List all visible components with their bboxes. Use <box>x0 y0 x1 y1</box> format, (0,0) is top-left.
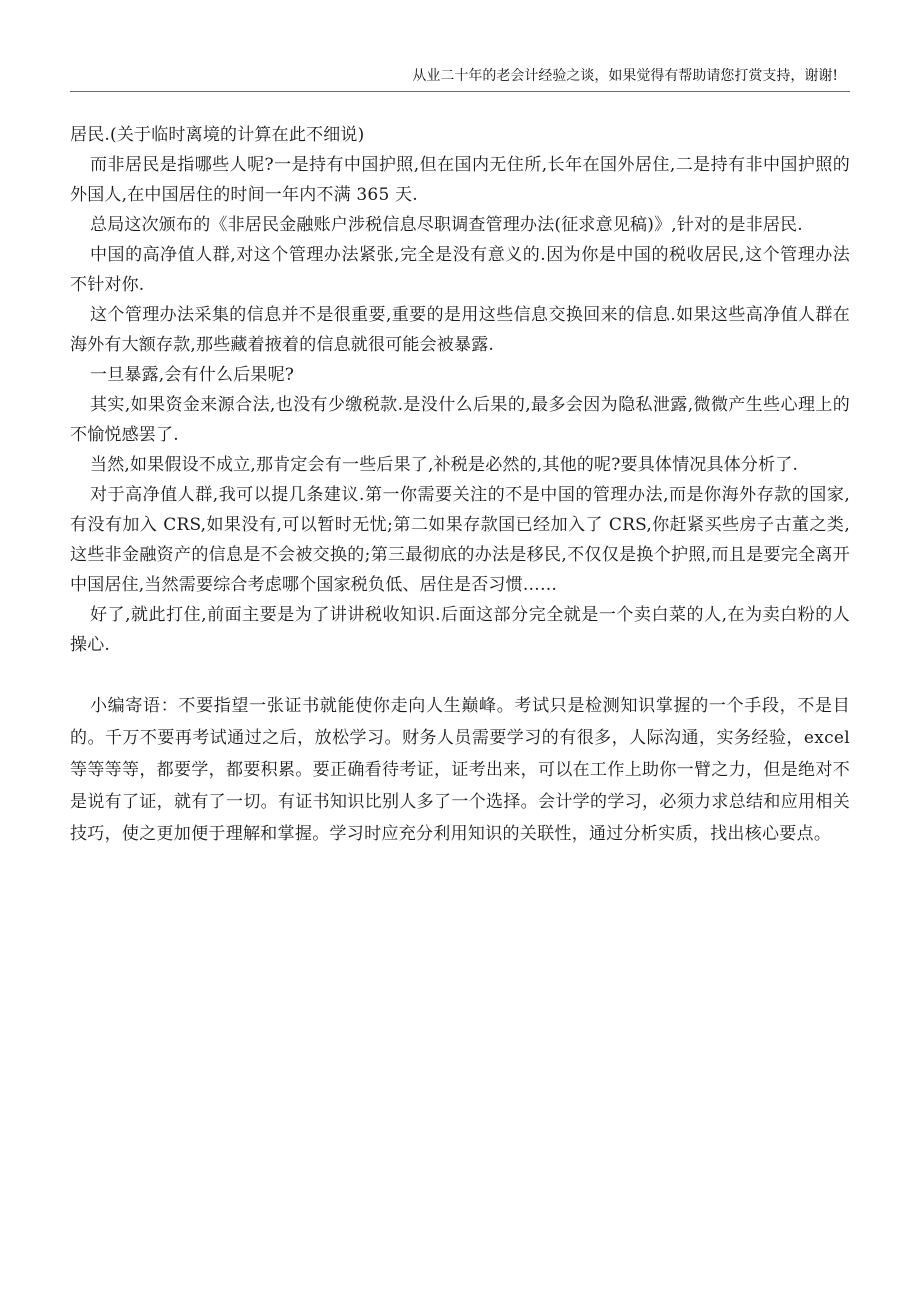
section-spacer <box>70 660 850 690</box>
header-note: 从业二十年的老会计经验之谈，如果觉得有帮助请您打赏支持，谢谢! <box>412 68 838 84</box>
paragraph-question-consequences: 一旦暴露,会有什么后果呢? <box>90 365 295 385</box>
editor-note: 小编寄语：不要指望一张证书就能使你走向人生巅峰。考试只是检测知识掌握的一个手段，不是目的。千万不要再考试通过之后，放松学习。财务人员需要学习的有很多，人际沟通，实务经验，excel 等等等等，都要学，都要积累。要正确看待考证，证考出来，可以在工作上助你一臂之力，但是绝对不是说有了证，就有了一切。有证书知识比别人多了一个选择。会计学的学习，必须力求总结和应用相关技巧，使之更加便于理解和掌握。学习时应充分利用知识的关联性，通过分析实质，找出核心要点。 <box>70 696 850 844</box>
paragraph-assumption-fails: 当然,如果假设不成立,那肯定会有一些后果了,补税是必然的,其他的呢?要具体情况具体分析了. <box>90 455 799 475</box>
header-divider <box>70 91 850 92</box>
paragraph-closing: 好了,就此打住,前面主要是为了讲讲税收知识.后面这部分完全就是一个卖白菜的人,在为卖白粉的人操心. <box>70 605 850 655</box>
paragraph-legal-funds: 其实,如果资金来源合法,也没有少缴税款.是没什么后果的,最多会因为隐私泄露,微微产生些心理上的不愉悦感罢了. <box>70 395 850 445</box>
paragraph-information-exchange: 这个管理办法采集的信息并不是很重要,重要的是用这些信息交换回来的信息.如果这些高净值人群在海外有大额存款,那些藏着掖着的信息就很可能会被暴露. <box>70 305 850 355</box>
paragraph-regulation: 总局这次颁布的《非居民金融账户涉税信息尽职调查管理办法(征求意见稿)》,针对的是非居民. <box>90 215 803 235</box>
paragraph-non-resident-definition: 而非居民是指哪些人呢?一是持有中国护照,但在国内无住所,长年在国外居住,二是持有非中国护照的外国人,在中国居住的时间一年内不满 365 天. <box>70 155 850 205</box>
document-body <box>70 120 850 850</box>
paragraph-continuation: 居民.(关于临时离境的计算在此不细说) <box>70 125 365 145</box>
paragraph-high-net-worth: 中国的高净值人群,对这个管理办法紧张,完全是没有意义的.因为你是中国的税收居民,这个管理办法不针对你. <box>70 245 850 295</box>
paragraph-suggestions: 对于高净值人群,我可以提几条建议.第一你需要关注的不是中国的管理办法,而是你海外存款的国家,有没有加入 CRS,如果没有,可以暂时无忧;第二如果存款国已经加入了 CRS,你赶紧买些房子古董之类,这些非金融资产的信息是不会被交换的;第三最彻底的办法是移民,不仅仅是换个护照,而且是要完全离开中国居住,当然需要综合考虑哪个国家税负低、居住是否习惯…… <box>70 485 850 595</box>
